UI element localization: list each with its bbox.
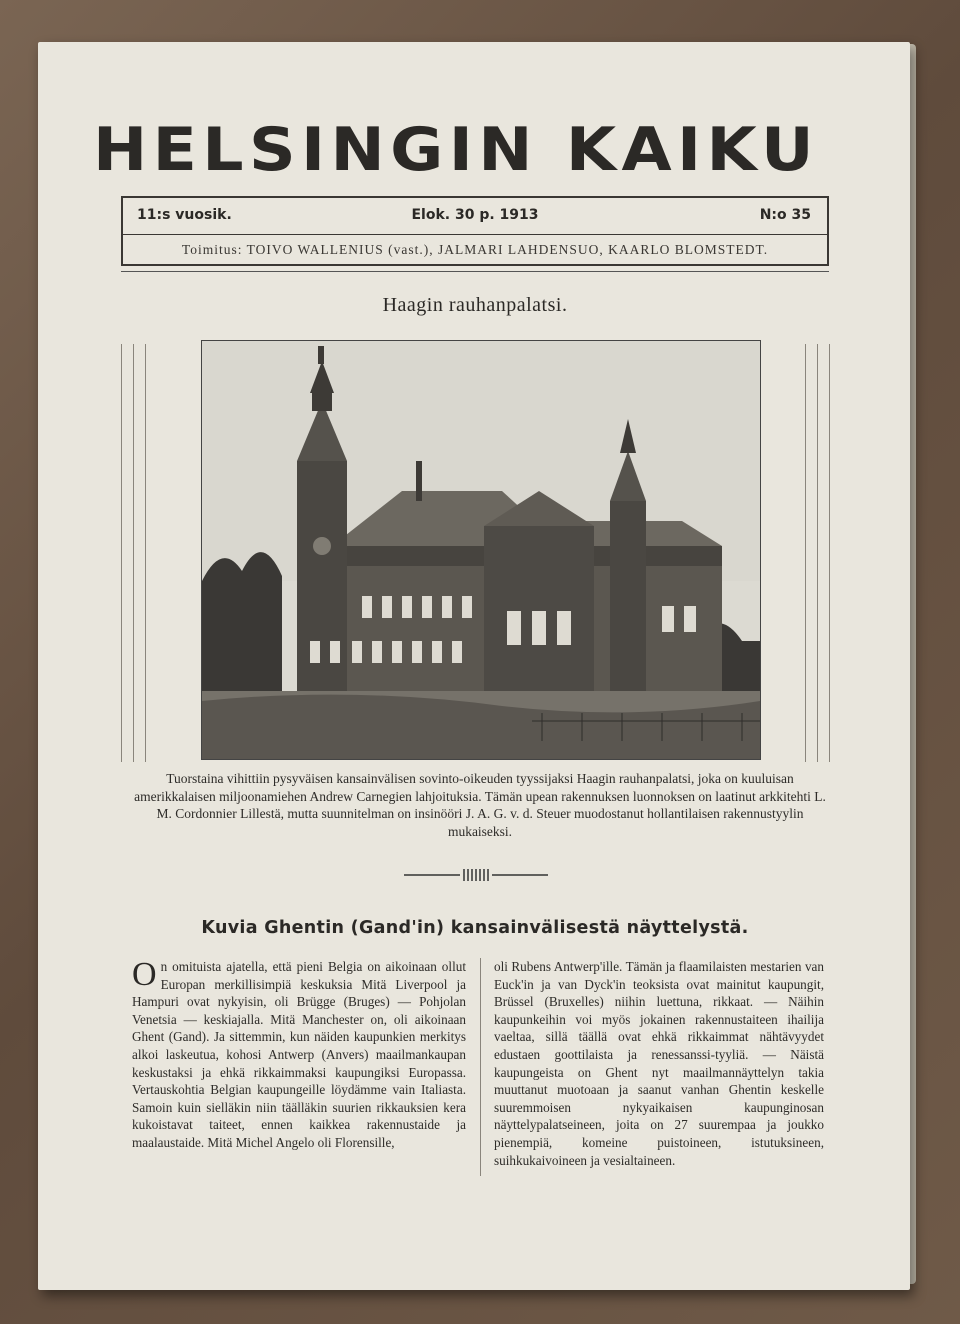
editors-line: Toimitus: TOIVO WALLENIUS (vast.), JALMARI LAHDENSUO, KAARLO BLOMSTEDT. [181,242,769,257]
issue-info-row [123,198,827,235]
header-divider [121,271,829,272]
drop-cap: O [132,956,157,993]
frame-rule-left-inner [133,344,134,762]
article-column-right [494,958,824,1169]
article-text-right: oli Rubens Antwerp'ille. Tämän ja flaamilaisten mestarien van Euck'in ja van Dyck'in teoksista ovat mainitut kaupungit, Brüssel (Bruxelles) niihin luettuna, rikkaat. — Näihin kaupunkeihin voi myös jokainen rakennustaiteen ihailija vaeltaa, sillä täällä ovat ehkä rikkaimmat nähtävyydet edustaen goottilaista ja renessanssi-tyyliä. — Näistä kaupungeista on Ghent nyt maailmannäyttelyn takia muuttanut muotoaan ja saanut vanhan Ghentin keskelle suuremmoisen nykyaikaisen kaupunginosan näyttelypalatseineen, joita on 27 suurempaa ja joukko pienempiä, komeine puistoineen, istutuksineen, suihkukaivoineen ja vesialtaineen. [494,959,824,1168]
frame-rule-right-inner [829,344,830,762]
issue-date: Elok. 30 p. 1913 [411,207,539,223]
masthead-title: HELSINGIN KAIKU [92,115,820,185]
frame-rule-right-outer [805,344,806,762]
frame-rule-left-third [145,344,146,762]
volume-label: 11:s vuosik. [137,207,232,223]
article-column-left [132,958,466,1152]
divider-ornament [404,868,548,882]
photo-caption: Tuorstaina vihittiin pysyväisen kansainvälisen sovinto-oikeuden tyyssijaksi Haagin rauhanpalatsi, joka on kuuluisan amerikkalaisen miljoonamiehen Andrew Carnegien lahjoituksia. Tämän upean rakennuksen luonnoksen on laatinut arkkitehti L. M. Cordonnier Lillestä, mutta suunnitelman on insinööri J. A. G. v. d. Steuer muodostanut hollantilaisen rakennustyylin mukaiseksi. [134,771,826,839]
article-title-peace-palace: Haagin rauhanpalatsi. [382,294,568,316]
article-text-left: n omituista ajatella, että pieni Belgia on aikoinaan ollut Europan merkillisimpiä keskuksia Mitä Liverpool ja Hampuri ovat nykyisin, oli Brügge (Bruges) — Pohjolan Venetsia — keskiajalla. Mitä Manchester on, oli aikoinaan Ghent (Gand). Ja sittemmin, kun näiden kaupunkien merkitys alkoi laskeutua, kohosi Antwerp (Anvers) maailmankaupan keskustaksi ja ehkä rikkaimmaksi kaupungiksi Europassa. Vertauskohtia Belgian kaupungeille löydämme vain Italiasta. Samoin kuin sielläkin niin täälläkin suurien rikkauksien kera kukoistavat taiteet, ennen kaikkea rakennustaide ja maalaustaide. Mitä Michel Angelo oli Florensille, [132,959,466,1150]
issue-info-box [121,196,829,266]
frame-rule-left-outer [121,344,122,762]
frame-rule-right-third [817,344,818,762]
article-title-ghent-exhibition: Kuvia Ghentin (Gand'in) kansainvälisestä näyttelystä. [201,918,749,938]
issue-number: N:o 35 [759,207,811,223]
column-separator [480,958,481,1176]
peace-palace-photo [201,340,761,760]
